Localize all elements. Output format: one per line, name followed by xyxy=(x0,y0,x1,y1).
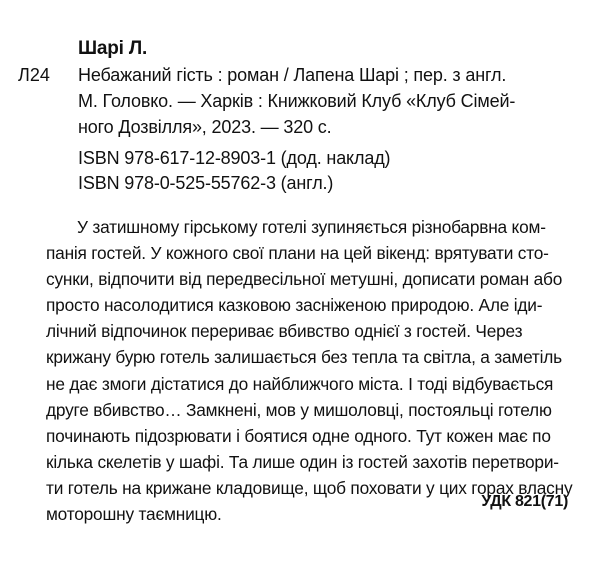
annotation-line: крижану бурю готель залишається без тепла та світла, а заметіль xyxy=(46,347,562,368)
isbn-line: ISBN 978-0-525-55762-3 (англ.) xyxy=(78,173,334,193)
isbn-line: ISBN 978-617-12-8903-1 (дод. наклад) xyxy=(78,148,391,168)
author-heading: Шарі Л. xyxy=(78,38,148,59)
annotation-line: сунки, відпочити від передвесільної метушні, дописати роман або xyxy=(46,269,563,290)
bibliographic-line: М. Головко. — Харків : Книжковий Клуб «Клуб Сімей- xyxy=(78,91,516,111)
bibliographic-description xyxy=(78,62,598,140)
annotation-line: панія гостей. У кожного свої плани на цей вікенд: врятувати сто- xyxy=(46,243,549,264)
annotation-line: кілька скелетів у шафі. Та лише один із гостей захотів перетвори- xyxy=(46,451,559,472)
annotation-line: ти готель на крижане кладовище, щоб поховати у цих горах власну xyxy=(46,477,573,498)
annotation xyxy=(46,214,576,527)
bibliographic-line: Небажаний гість : роман / Лапена Шарі ; пер. з англ. xyxy=(78,65,507,85)
annotation-line: друге вбивство… Замкнені, мов у мишоловці, постояльці готелю xyxy=(46,399,552,420)
annotation-line: моторошну таємницю. xyxy=(46,504,222,525)
author-sign: Л24 xyxy=(18,65,50,85)
annotation-line: У затишному гірському готелі зупиняється різнобарвна ком- xyxy=(77,217,546,237)
bibliographic-line: ного Дозвілля», 2023. — 320 с. xyxy=(78,117,332,137)
annotation-line: починають підозрювати і боятися одне одного. Тут кожен має по xyxy=(46,425,551,446)
udk-code: УДК 821(71) xyxy=(481,493,568,510)
annotation-line: не дає змоги дістатися до найближчого міста. І тоді відбувається xyxy=(46,373,554,394)
annotation-line: просто насолодитися казковою засніженою природою. Але іди- xyxy=(46,295,543,316)
isbn-block xyxy=(78,146,390,196)
annotation-line: лічний відпочинок перериває вбивство однієї з гостей. Через xyxy=(46,321,523,342)
